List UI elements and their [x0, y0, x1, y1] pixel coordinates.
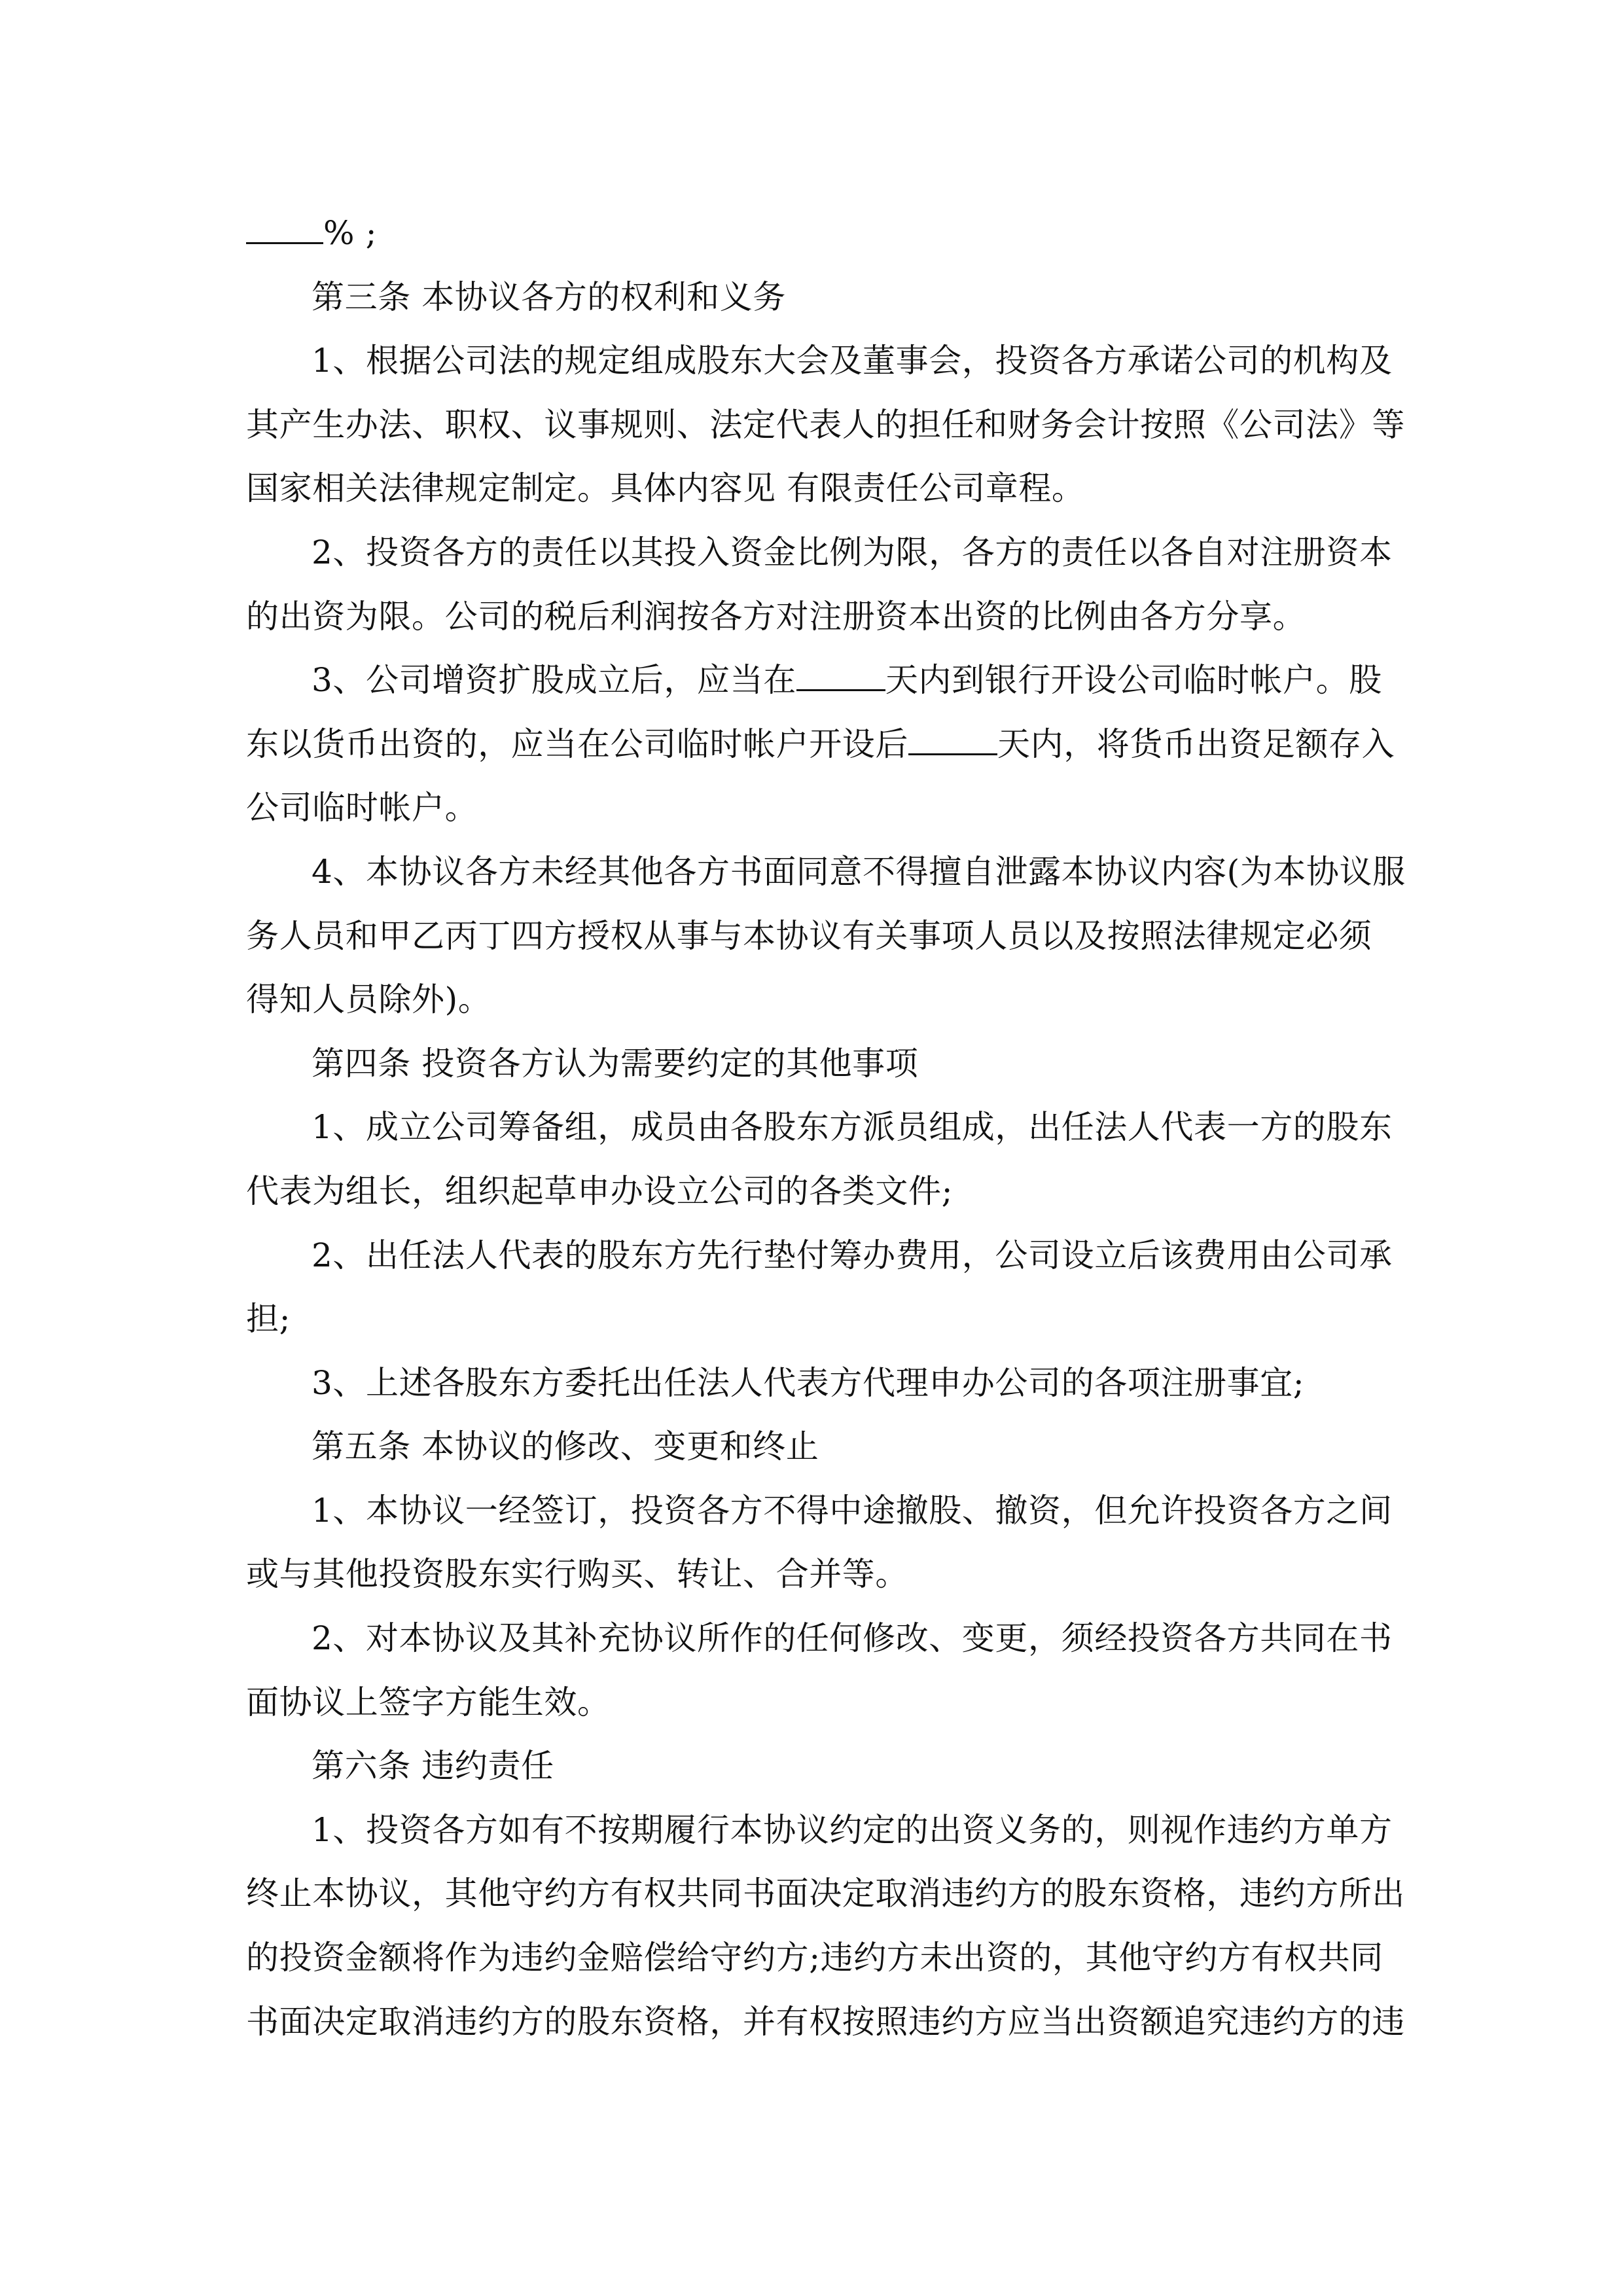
- line-text-part-a: 3、公司增资扩股成立后，应当在: [312, 661, 796, 700]
- fill-in-blank: [796, 663, 885, 691]
- text-line-11: 4、本协议各方未经其他各方书面同意不得擅自泄露本协议内容(为本协议服: [312, 852, 1406, 891]
- text-line-18: 担;: [246, 1300, 291, 1338]
- article-4-heading: 第四条 投资各方认为需要约定的其他事项: [312, 1044, 919, 1083]
- article-3-heading: 第三条 本协议各方的权利和义务: [312, 278, 786, 316]
- text-line-22: 或与其他投资股东实行购买、转让、合并等。: [246, 1555, 908, 1594]
- line-text-part-b: 天内到银行开设公司临时帐户。股: [885, 661, 1382, 700]
- text-line-10: 公司临时帐户。: [246, 789, 478, 827]
- text-line-15: 1、成立公司筹备组，成员由各股东方派员组成，出任法人代表一方的股东: [312, 1108, 1393, 1147]
- text-line-29: 书面决定取消违约方的股东资格，并有权按照违约方应当出资额追究违约方的违: [246, 2002, 1405, 2041]
- text-line-9: [246, 713, 1395, 777]
- line-text-part-a: 东以货币出资的，应当在公司临时帐户开设后: [246, 725, 908, 763]
- document-body: [246, 202, 1406, 2054]
- line-text: % ;: [323, 214, 378, 252]
- text-line-23: 2、对本协议及其补充协议所作的任何修改、变更，须经投资各方共同在书: [312, 1619, 1393, 1658]
- text-line-21: 1、本协议一经签订，投资各方不得中途撤股、撤资，但允许投资各方之间: [312, 1491, 1393, 1530]
- text-line-5: 国家相关法律规定制定。具体内容见 有限责任公司章程。: [246, 469, 1085, 508]
- article-5-heading: 第五条 本协议的修改、变更和终止: [312, 1427, 819, 1466]
- text-line-24: 面协议上签字方能生效。: [246, 1683, 611, 1721]
- text-line-26: 1、投资各方如有不按期履行本协议约定的出资义务的，则视作违约方单方: [312, 1810, 1393, 1849]
- line-text-part-b: 天内，将货币出资足额存入: [997, 725, 1395, 763]
- text-line-13: 得知人员除外)。: [246, 980, 491, 1019]
- text-line-19: 3、上述各股东方委托出任法人代表方代理申办公司的各项注册事宜;: [312, 1363, 1305, 1402]
- text-line-7: 的出资为限。公司的税后利润按各方对注册资本出资的比例由各方分享。: [246, 597, 1306, 636]
- fill-in-blank: [246, 216, 323, 244]
- text-line-28: 的投资金额将作为违约金赔偿给守约方;违约方未出资的，其他守约方有权共同: [246, 1939, 1383, 1977]
- text-line-8: [246, 649, 1382, 713]
- text-line-27: 终止本协议，其他守约方有权共同书面决定取消违约方的股东资格，违约方所出: [246, 1874, 1405, 1913]
- text-line-12: 务人员和甲乙丙丁四方授权从事与本协议有关事项人员以及按照法律规定必须: [246, 916, 1372, 955]
- text-line-17: 2、出任法人代表的股东方先行垫付筹办费用，公司设立后该费用由公司承: [312, 1236, 1393, 1274]
- article-6-heading: 第六条 违约责任: [312, 1747, 554, 1785]
- text-line-3: 1、根据公司法的规定组成股东大会及董事会，投资各方承诺公司的机构及: [312, 342, 1393, 380]
- fill-in-blank: [908, 727, 997, 755]
- text-line-1: [246, 202, 1378, 266]
- text-line-4: 其产生办法、职权、议事规则、法定代表人的担任和财务会计按照《公司法》等: [246, 405, 1405, 444]
- text-line-16: 代表为组长，组织起草申办设立公司的各类文件;: [246, 1172, 954, 1210]
- text-line-6: 2、投资各方的责任以其投入资金比例为限，各方的责任以各自对注册资本: [312, 533, 1393, 571]
